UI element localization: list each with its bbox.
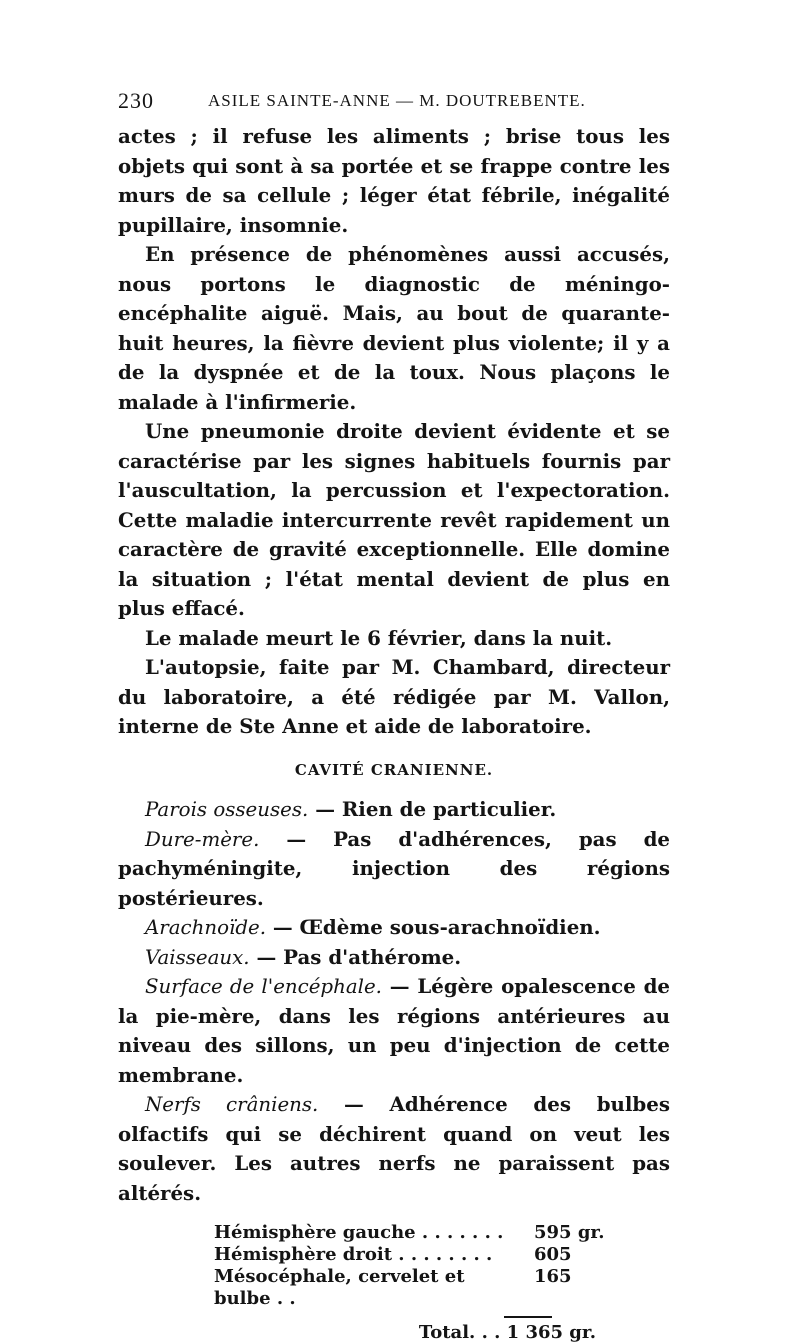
weight-value: 165 bbox=[534, 1266, 572, 1287]
section-title: CAVITÉ CRANIENNE. bbox=[294, 760, 494, 779]
finding-text: — Rien de particulier. bbox=[308, 797, 557, 821]
total-label: Total. . . bbox=[418, 1322, 501, 1343]
finding-text: — Pas d'adhérences, pas de pachyméningite, injection des régions postérieures. bbox=[118, 826, 670, 910]
total-row bbox=[214, 1322, 614, 1344]
finding-item bbox=[118, 825, 670, 914]
weight-row bbox=[214, 1266, 614, 1310]
finding-item bbox=[118, 913, 670, 943]
finding-term: Parois osseuses. bbox=[145, 798, 309, 821]
finding-term: Arachnoïde. bbox=[145, 916, 266, 939]
finding-term: Nerfs crâniens. bbox=[145, 1093, 319, 1116]
weight-row bbox=[214, 1244, 614, 1266]
finding-text: — Adhérence des bulbes olfactifs qui se déchirent quand on veut les soulever. Les autres nerfs ne paraissent pas altérés. bbox=[118, 1092, 670, 1205]
finding-term: Surface de l'encéphale. bbox=[145, 975, 382, 998]
weight-value: 595 gr. bbox=[534, 1222, 605, 1243]
paragraph: actes ; il refuse les aliments ; brise tous les objets qui sont à sa portée et se frappe contre les murs de sa cellule ; léger état fébrile, inégalité pupillaire, insomnie. bbox=[118, 124, 670, 237]
weight-value: 605 bbox=[534, 1244, 572, 1265]
finding-text: — Légère opalescence de la pie-mère, dans les régions antérieures au niveau des sillons, un peu d'injection de cette membrane. bbox=[118, 974, 671, 1087]
paragraph: Le malade meurt le 6 février, dans la nuit. bbox=[145, 625, 613, 650]
weights-table bbox=[214, 1222, 614, 1344]
paragraph: L'autopsie, faite par M. Chambard, directeur du laboratoire, a été rédigée par M. Vallon, interne de Ste Anne et aide de laboratoire. bbox=[118, 655, 670, 738]
page-number: 230 bbox=[118, 88, 154, 113]
running-title: ASILE SAINTE-ANNE — M. DOUTREBENTE. bbox=[208, 91, 586, 110]
finding-term: Dure-mère. bbox=[145, 827, 260, 851]
finding-term: Vaisseaux. bbox=[145, 945, 250, 969]
finding-item bbox=[118, 943, 670, 973]
running-header bbox=[118, 88, 683, 114]
sum-rule bbox=[504, 1316, 552, 1318]
weight-row bbox=[214, 1222, 614, 1244]
weight-label: Mésocéphale, cervelet et bulbe . . bbox=[214, 1266, 465, 1309]
weight-label: Hémisphère droit . . . . . . . . bbox=[214, 1244, 493, 1265]
finding-text: — Œdème sous-arachnoïdien. bbox=[266, 915, 601, 939]
finding-item bbox=[118, 795, 670, 825]
paragraph: Une pneumonie droite devient évidente et se caractérise par les signes habituels fournis par l'auscultation, la percussion et l'expectoration. Cette maladie intercurrente revêt rapidement un caractère de gravité exceptionnelle. Elle domine la situation ; l'état mental devient de plus en plus effacé. bbox=[118, 419, 670, 620]
finding-item bbox=[118, 972, 670, 1090]
page-body bbox=[118, 122, 670, 1344]
finding-text: — Pas d'athérome. bbox=[249, 944, 462, 969]
total-value: 1 365 gr. bbox=[506, 1322, 596, 1343]
weight-label: Hémisphère gauche . . . . . . . bbox=[214, 1222, 504, 1243]
paragraph: En présence de phénomènes aussi accusés, nous portons le diagnostic de méningo-encéphalite aiguë. Mais, au bout de quarante-huit heures, la fièvre devient plus violente; il y a de la dyspnée et de la toux. Nous plaçons le malade à l'infirmerie. bbox=[118, 242, 670, 414]
finding-item bbox=[118, 1090, 670, 1208]
